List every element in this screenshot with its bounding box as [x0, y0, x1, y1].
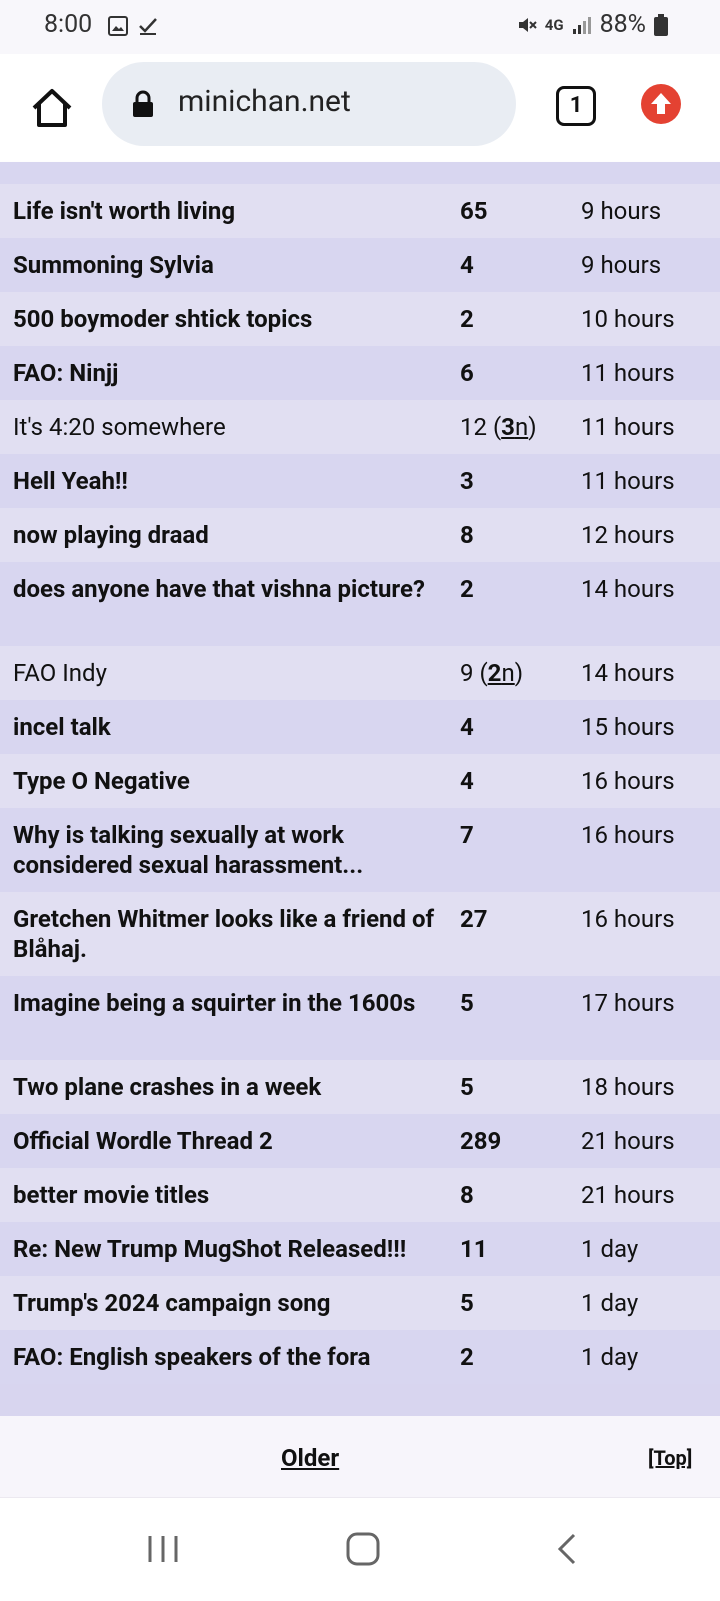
notification-icons [108, 16, 158, 36]
back-icon[interactable] [552, 1532, 582, 1566]
topic-title[interactable]: FAO Indy [13, 659, 107, 687]
status-bar [0, 0, 720, 54]
table-row[interactable] [0, 184, 720, 238]
last-post-time: 12 hours [581, 521, 675, 549]
reply-count-value: 2 [460, 305, 474, 333]
table-row[interactable] [0, 1114, 720, 1168]
table-row[interactable] [0, 808, 720, 892]
topic-title[interactable]: better movie titles [13, 1181, 210, 1209]
last-post-time: 21 hours [581, 1181, 675, 1209]
new-replies-suffix[interactable]: n [514, 413, 529, 441]
table-row[interactable] [0, 238, 720, 292]
last-post-time: 1 day [581, 1289, 639, 1317]
reply-count [460, 520, 474, 550]
table-row[interactable] [0, 1330, 720, 1384]
reply-count-value: 6 [460, 359, 474, 387]
last-post-time: 14 hours [581, 659, 675, 687]
reply-count-value: 2 [460, 1343, 474, 1371]
reply-count-value: 5 [460, 989, 474, 1017]
last-post-time: 1 day [581, 1343, 639, 1371]
reply-count [460, 1072, 474, 1102]
reply-count-value: 8 [460, 521, 474, 549]
top-link[interactable]: [Top] [648, 1446, 693, 1470]
topic-title[interactable]: FAO: English speakers of the fora [13, 1343, 371, 1371]
recent-apps-icon[interactable] [146, 1532, 180, 1566]
topic-title[interactable]: now playing draad [13, 521, 209, 549]
table-row[interactable] [0, 346, 720, 400]
last-post-time: 1 day [581, 1235, 639, 1263]
reply-count-value: 289 [460, 1127, 502, 1155]
topic-title[interactable]: incel talk [13, 713, 111, 741]
last-post-time: 11 hours [581, 413, 675, 441]
table-row[interactable] [0, 754, 720, 808]
image-notification-icon [108, 16, 128, 36]
reply-count-value: 2 [460, 575, 474, 603]
table-row[interactable] [0, 454, 720, 508]
topic-title[interactable]: Official Wordle Thread 2 [13, 1127, 273, 1155]
table-row[interactable] [0, 646, 720, 700]
reply-count: 9 (2n) [460, 659, 524, 687]
new-replies-count[interactable]: 2 [487, 659, 502, 687]
reply-count [460, 820, 474, 850]
table-row[interactable] [0, 1168, 720, 1222]
reply-count-value: 7 [460, 821, 474, 849]
system-status [517, 10, 668, 39]
reply-count-value: 9 [460, 659, 474, 687]
topic-title[interactable]: It's 4:20 somewhere [13, 413, 226, 441]
last-post-time: 11 hours [581, 359, 675, 387]
reply-count-value: 3 [460, 467, 474, 495]
reply-count [460, 1126, 501, 1156]
new-replies-link[interactable] [488, 659, 515, 687]
topic-title[interactable]: does anyone have that vishna picture? [13, 575, 425, 603]
system-nav-bar [0, 1497, 720, 1601]
last-post-time: 15 hours [581, 713, 675, 741]
reply-count-value: 4 [460, 251, 474, 279]
reply-count-value: 5 [460, 1289, 474, 1317]
update-arrow-icon [641, 84, 681, 124]
signal-icon [572, 15, 592, 35]
network-type: 4G [544, 15, 564, 34]
topic-title[interactable]: Trump's 2024 campaign song [13, 1289, 331, 1317]
last-post-time: 17 hours [581, 989, 675, 1017]
reply-count [460, 466, 474, 496]
last-post-time: 14 hours [581, 575, 675, 603]
last-post-time: 21 hours [581, 1127, 675, 1155]
reply-count [460, 1288, 474, 1318]
tabs-button[interactable]: 1 [556, 86, 596, 126]
reply-count [460, 1180, 474, 1210]
reply-count-value: 8 [460, 1181, 474, 1209]
battery-percent: 88% [599, 10, 646, 39]
table-row[interactable] [0, 976, 720, 1060]
reply-count [460, 1342, 474, 1372]
reply-count [460, 574, 474, 604]
reply-count-value: 27 [460, 905, 488, 933]
reply-count-value: 4 [460, 767, 474, 795]
reply-count [460, 766, 474, 796]
check-notification-icon [138, 16, 158, 36]
table-row[interactable] [0, 1222, 720, 1276]
reply-count [460, 304, 474, 334]
last-post-time: 10 hours [581, 305, 675, 333]
reply-count-value: 12 [460, 413, 487, 441]
last-post-time: 16 hours [581, 821, 675, 849]
table-row[interactable] [0, 562, 720, 646]
table-row[interactable] [0, 508, 720, 562]
last-post-time: 11 hours [581, 467, 675, 495]
last-post-time: 9 hours [581, 251, 662, 279]
topic-title[interactable]: FAO: Ninjj [13, 359, 119, 387]
battery-icon [654, 14, 668, 36]
topic-title[interactable]: Type O Negative [13, 767, 190, 795]
table-row[interactable] [0, 1060, 720, 1114]
topic-title[interactable]: Two plane crashes in a week [13, 1073, 322, 1101]
pagination-footer [0, 1416, 720, 1496]
topic-title[interactable]: Gretchen Whitmer looks like a friend of Blåhaj. [13, 905, 435, 963]
reply-count [460, 904, 488, 934]
table-row-partial[interactable] [0, 162, 720, 184]
table-row[interactable] [0, 892, 720, 976]
browser-toolbar [0, 54, 720, 163]
topic-list [0, 162, 720, 1416]
table-row[interactable] [0, 292, 720, 346]
reply-count-value: 5 [460, 1073, 474, 1101]
reply-count [460, 358, 474, 388]
table-row[interactable] [0, 700, 720, 754]
topic-title[interactable]: Imagine being a squirter in the 1600s [13, 989, 416, 1017]
last-post-time: 16 hours [581, 905, 675, 933]
clock: 8:00 [44, 10, 93, 39]
topic-title[interactable]: Summoning Sylvia [13, 251, 214, 279]
table-row[interactable] [0, 1276, 720, 1330]
reply-count [460, 1234, 488, 1264]
new-replies-count[interactable]: 3 [501, 413, 515, 441]
older-link[interactable]: Older [281, 1444, 340, 1472]
reply-count-value: 11 [460, 1235, 488, 1263]
reply-count: 12 (3n) [460, 413, 537, 441]
topic-title[interactable]: Hell Yeah!! [13, 467, 128, 495]
last-post-time: 9 hours [581, 197, 662, 225]
last-post-time: 18 hours [581, 1073, 675, 1101]
topic-title[interactable]: Re: New Trump MugShot Released!!! [13, 1235, 407, 1263]
reply-count-value: 4 [460, 713, 474, 741]
address-bar[interactable] [102, 62, 516, 146]
nav-home-icon[interactable] [346, 1532, 380, 1566]
reply-count [460, 712, 474, 742]
update-button[interactable] [641, 84, 681, 124]
mute-icon [517, 15, 537, 35]
url-text[interactable]: minichan.net [178, 84, 351, 119]
lock-icon [132, 90, 154, 118]
topic-title[interactable]: 500 boymoder shtick topics [13, 305, 313, 333]
topic-title[interactable]: Why is talking sexually at work considered sexual harassment... [13, 821, 364, 879]
reply-count [460, 988, 474, 1018]
reply-count [460, 196, 488, 226]
new-replies-link[interactable] [501, 413, 528, 441]
reply-count [460, 250, 474, 280]
new-replies-suffix[interactable]: n [501, 659, 515, 687]
home-icon[interactable] [28, 84, 76, 132]
reply-count-value: 65 [460, 197, 488, 225]
table-row[interactable] [0, 400, 720, 454]
topic-title[interactable]: Life isn't worth living [13, 197, 236, 225]
last-post-time: 16 hours [581, 767, 675, 795]
